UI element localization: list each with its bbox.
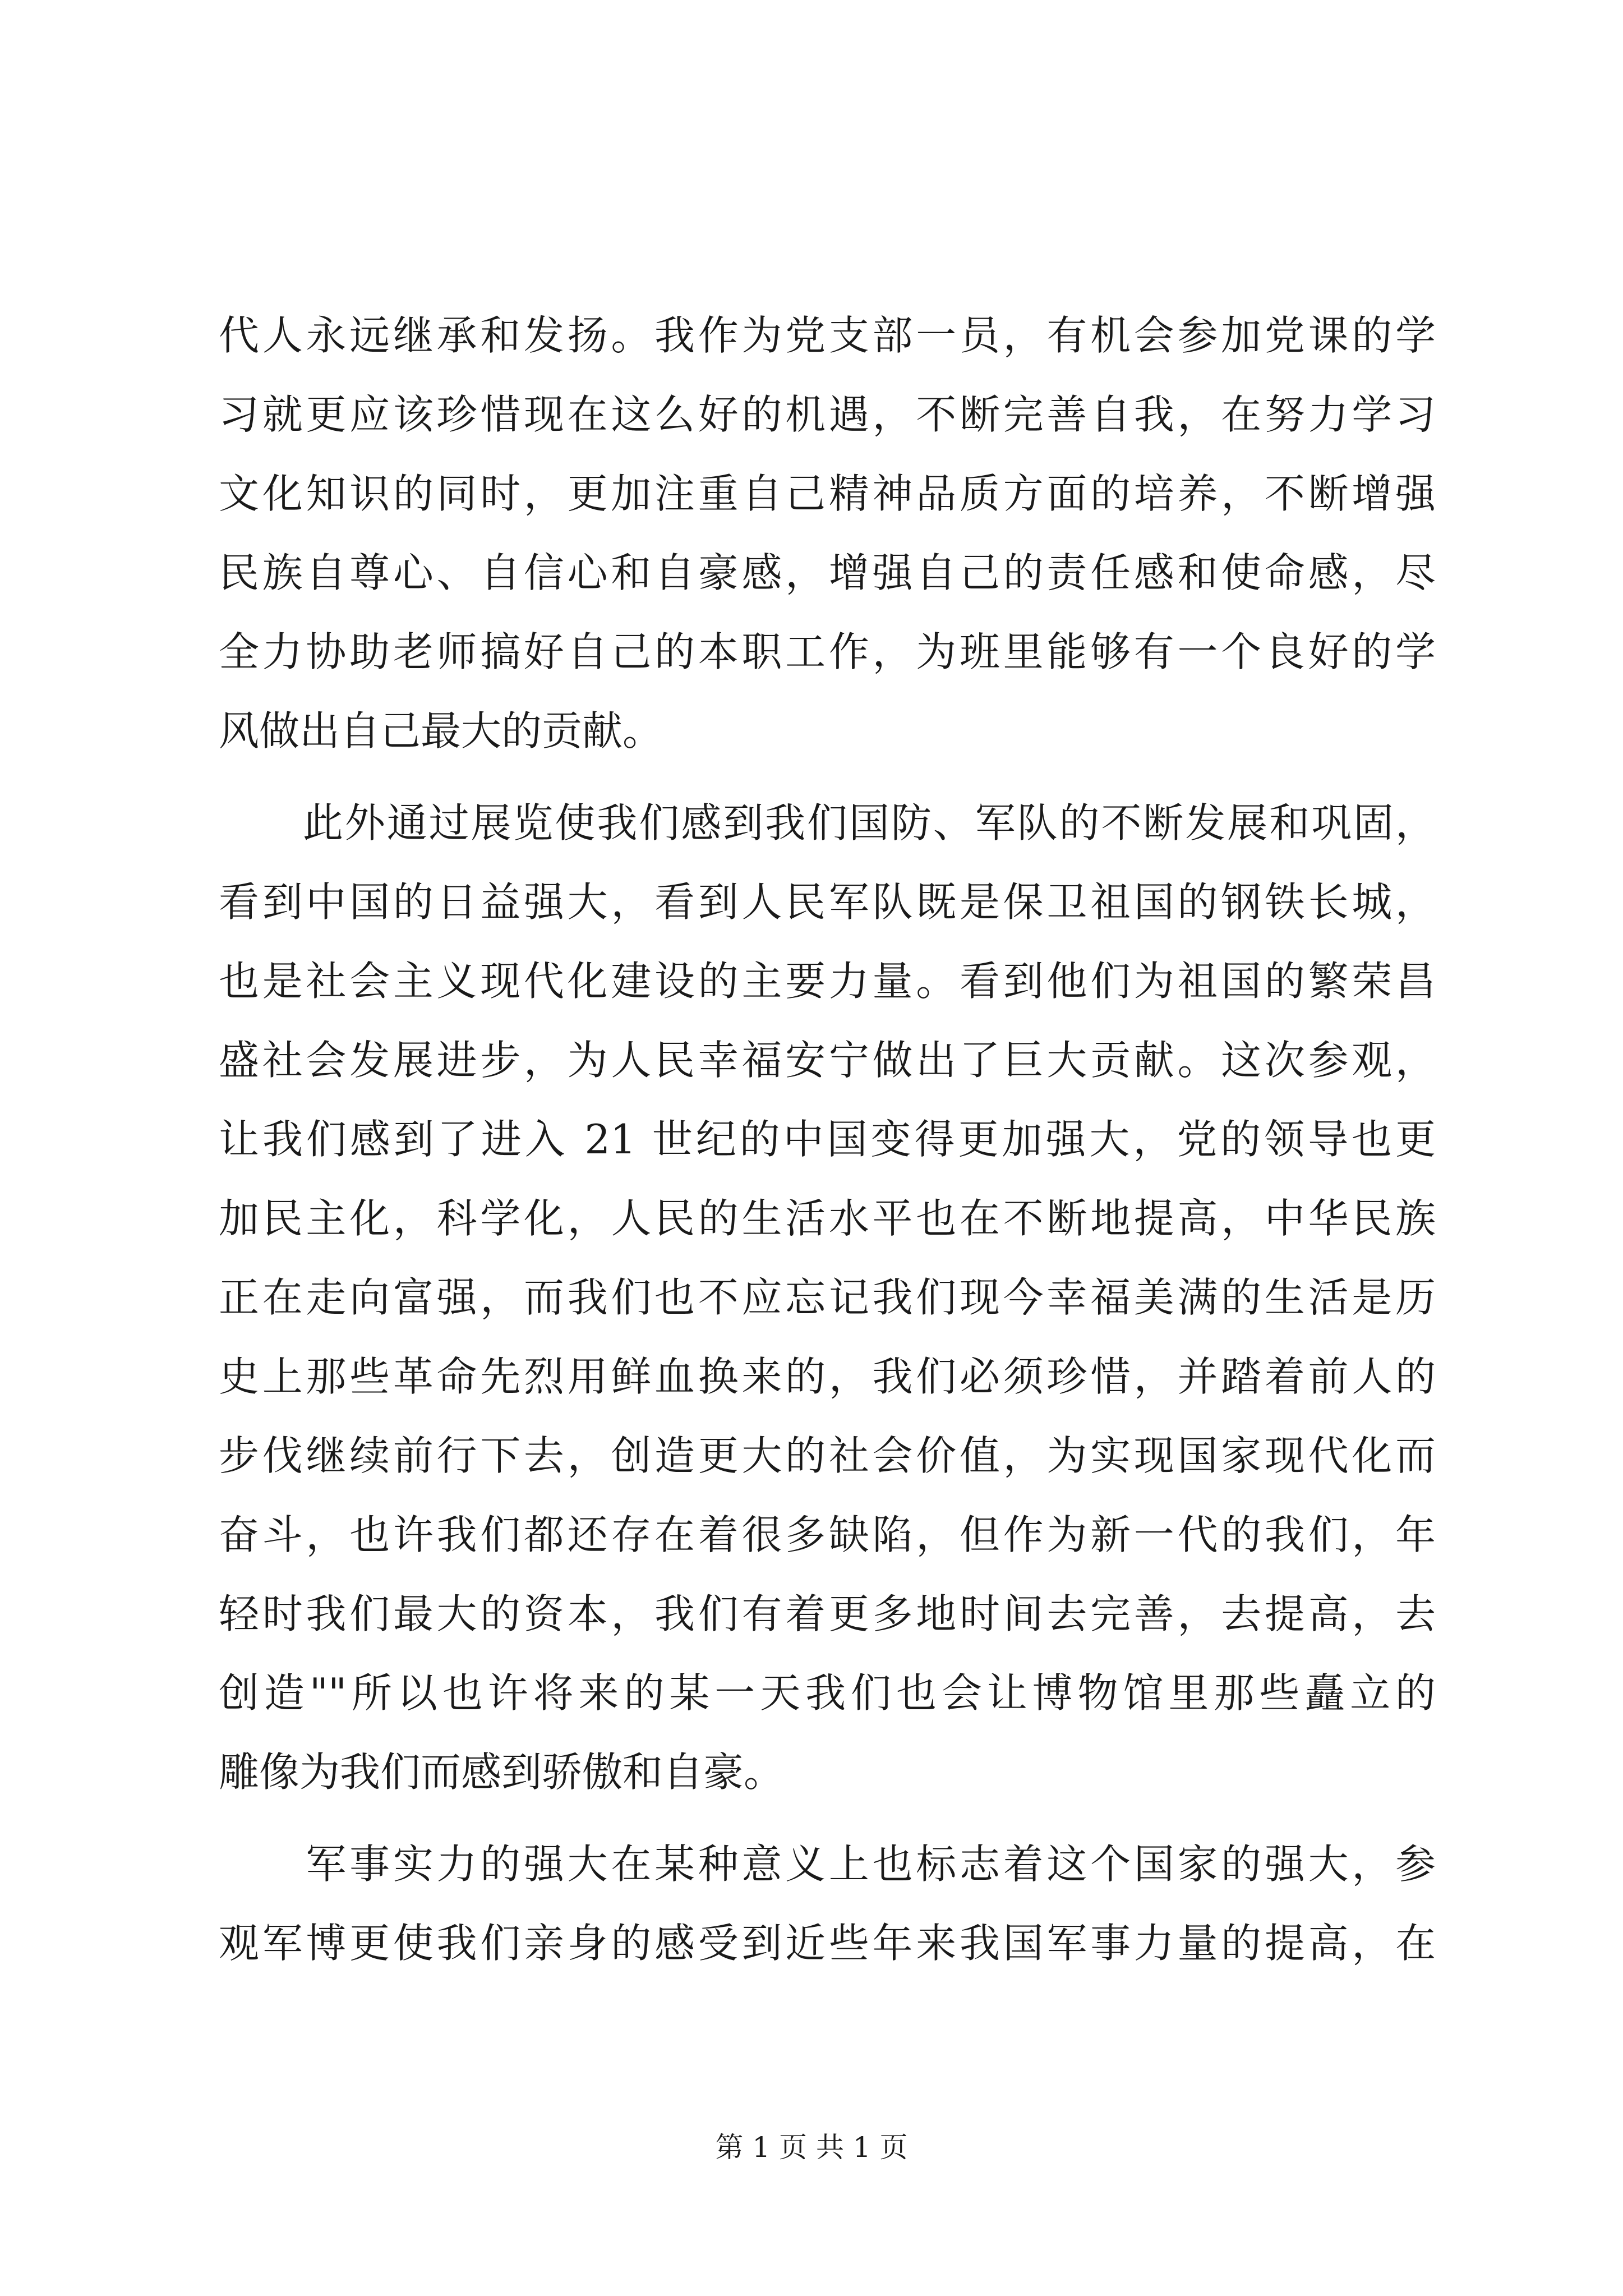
text-line: 民族自尊心、自信心和自豪感，增强自己的责任感和使命感，尽 bbox=[219, 549, 1436, 596]
paragraph bbox=[219, 296, 1436, 771]
text-line: 盛社会发展进步，为人民幸福安宁做出了巨大贡献。这次参观， bbox=[219, 1037, 1436, 1084]
page-number-label: 第 1 页 共 1 页 bbox=[715, 2131, 908, 2164]
text-line: 此外通过展览使我们感到我们国防、军队的不断发展和巩固， bbox=[219, 799, 1436, 846]
text-line: 看到中国的日益强大，看到人民军队既是保卫祖国的钢铁长城， bbox=[219, 878, 1436, 926]
text-line: 加民主化，科学化，人民的生活水平也在不断地提高，中华民族 bbox=[219, 1195, 1436, 1242]
paragraph-spacer bbox=[219, 1812, 1436, 1825]
text-line: 风做出自己最大的贡献。 bbox=[219, 707, 663, 754]
text-line: 观军博更使我们亲身的感受到近些年来我国军事力量的提高，在 bbox=[219, 1920, 1436, 1967]
text-line: 轻时我们最大的资本，我们有着更多地时间去完善，去提高，去 bbox=[219, 1590, 1436, 1637]
text-line: 习就更应该珍惜现在这么好的机遇，不断完善自我，在努力学习 bbox=[219, 391, 1436, 438]
text-line: 史上那些革命先烈用鲜血换来的，我们必须珍惜，并踏着前人的 bbox=[219, 1353, 1436, 1400]
text-line: 代人永远继承和发扬。我作为党支部一员，有机会参加党课的学 bbox=[219, 312, 1436, 359]
text-line: 全力协助老师搞好自己的本职工作，为班里能够有一个良好的学 bbox=[219, 628, 1436, 675]
paragraph bbox=[219, 1825, 1436, 1983]
text-line: 正在走向富强，而我们也不应忘记我们现今幸福美满的生活是历 bbox=[219, 1274, 1436, 1321]
paragraph bbox=[219, 784, 1436, 1812]
text-line: 让我们感到了进入 21 世纪的中国变得更加强大，党的领导也更 bbox=[219, 1116, 1436, 1163]
page-footer bbox=[0, 2125, 1623, 2165]
paragraph-spacer bbox=[219, 771, 1436, 784]
text-line: 雕像为我们而感到骄傲和自豪。 bbox=[219, 1749, 785, 1796]
text-line: 也是社会主义现代化建设的主要力量。看到他们为祖国的繁荣昌 bbox=[219, 958, 1436, 1005]
text-line: 奋斗，也许我们都还存在着很多缺陷，但作为新一代的我们，年 bbox=[219, 1511, 1436, 1558]
text-line: 军事实力的强大在某种意义上也标志着这个国家的强大，参 bbox=[219, 1841, 1436, 1888]
text-line: 步伐继续前行下去，创造更大的社会价值，为实现国家现代化而 bbox=[219, 1432, 1436, 1479]
text-line: 文化知识的同时，更加注重自己精神品质方面的培养，不断增强 bbox=[219, 470, 1436, 517]
text-line: 创造""所以也许将来的某一天我们也会让博物馆里那些矗立的 bbox=[219, 1669, 1436, 1717]
document-body bbox=[219, 296, 1436, 1983]
